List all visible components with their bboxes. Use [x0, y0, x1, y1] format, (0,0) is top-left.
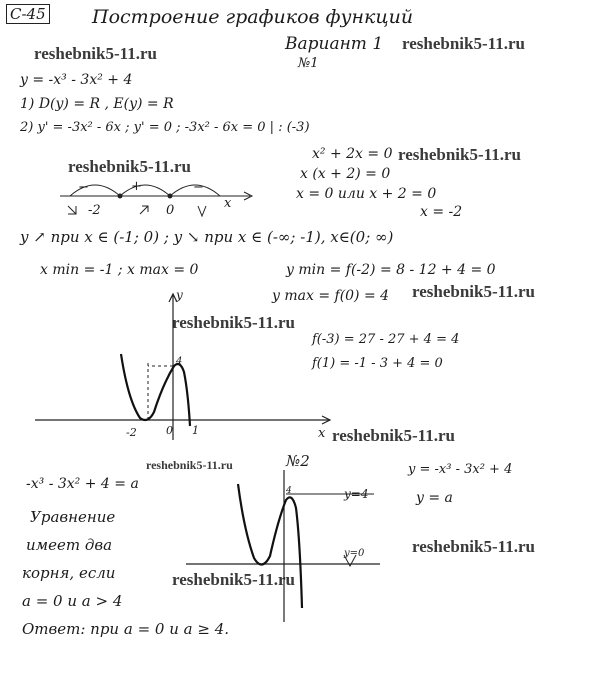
watermark: reshebnik5-11.ru: [402, 34, 525, 53]
graph1-y-label: y: [176, 288, 183, 302]
task2-condition: a = 0 и a > 4: [22, 592, 123, 610]
watermark: reshebnik5-11.ru: [398, 145, 521, 164]
equation-step-1: x² + 2x = 0: [312, 146, 393, 162]
watermark: reshebnik5-11.ru: [172, 313, 295, 332]
task2-equation: -x³ - 3x² + 4 = a: [26, 476, 139, 492]
sign-axis-x: x: [224, 196, 232, 211]
sign-minus-right: −: [193, 180, 204, 195]
section-label: С-45: [6, 4, 50, 24]
sign-plus: +: [131, 179, 142, 194]
watermark: reshebnik5-11.ru: [172, 570, 295, 589]
graph1-x-label: x: [318, 426, 326, 441]
graph1-tick-4: 4: [176, 356, 183, 367]
y-max-value: y max = f(0) = 4: [272, 288, 390, 304]
task2-text-1: Уравнение: [30, 508, 116, 526]
y-min-value: y min = f(-2) = 8 - 12 + 4 = 0: [286, 262, 496, 278]
sign-minus-left: −: [78, 180, 89, 195]
function-formula: y = -x³ - 3x² + 4: [20, 72, 133, 88]
derivative-line: 2) y' = -3x² - 6x ; y' = 0 ; -3x² - 6x = 0 | : (-3): [20, 120, 310, 135]
watermark: reshebnik5-11.ru: [34, 44, 157, 63]
graph1-tick-0: 0: [166, 424, 173, 437]
task2-number: №2: [286, 452, 310, 470]
monotonicity: y ↗ при x ∈ (-1; 0) ; y ↘ при x ∈ (-∞; -1), x∈(0; ∞): [20, 228, 394, 246]
equation-step-4: x = -2: [420, 204, 463, 220]
graph1-tick-neg2: -2: [126, 426, 137, 439]
task2-answer: Ответ: при a = 0 и a ≥ 4.: [22, 620, 230, 638]
system-eq-1: y = -x³ - 3x² + 4: [408, 462, 513, 477]
calc-f-1: f(1) = -1 - 3 + 4 = 0: [312, 356, 443, 371]
variant-label: Вариант 1: [285, 34, 384, 54]
domain-range: 1) D(y) = R , E(y) = R: [20, 96, 174, 112]
equation-step-2: x (x + 2) = 0: [300, 166, 391, 182]
task1-number: №1: [298, 56, 319, 71]
graph1-tick-1: 1: [192, 424, 199, 437]
sign-point-neg2: -2: [88, 203, 101, 218]
task2-text-2: имеет два: [26, 536, 113, 554]
extrema-points: x min = -1 ; x max = 0: [40, 262, 199, 278]
watermark: reshebnik5-11.ru: [412, 537, 535, 556]
graph2-label-y4: y=4: [344, 487, 369, 501]
sign-point-0: 0: [166, 203, 175, 218]
watermark: reshebnik5-11.ru: [332, 426, 455, 445]
system-eq-2: y = a: [416, 490, 453, 506]
calc-f-neg3: f(-3) = 27 - 27 + 4 = 4: [312, 332, 460, 347]
page-title: Построение графиков функций: [92, 6, 414, 28]
graph2-label-y0: y=0: [344, 548, 365, 559]
equation-step-3: x = 0 или x + 2 = 0: [296, 186, 437, 202]
task2-text-3: корня, если: [22, 564, 116, 582]
watermark: reshebnik5-11.ru: [68, 157, 191, 176]
watermark: reshebnik5-11.ru: [146, 458, 233, 472]
graph2-tick-4: 4: [286, 486, 292, 496]
watermark: reshebnik5-11.ru: [412, 282, 535, 301]
